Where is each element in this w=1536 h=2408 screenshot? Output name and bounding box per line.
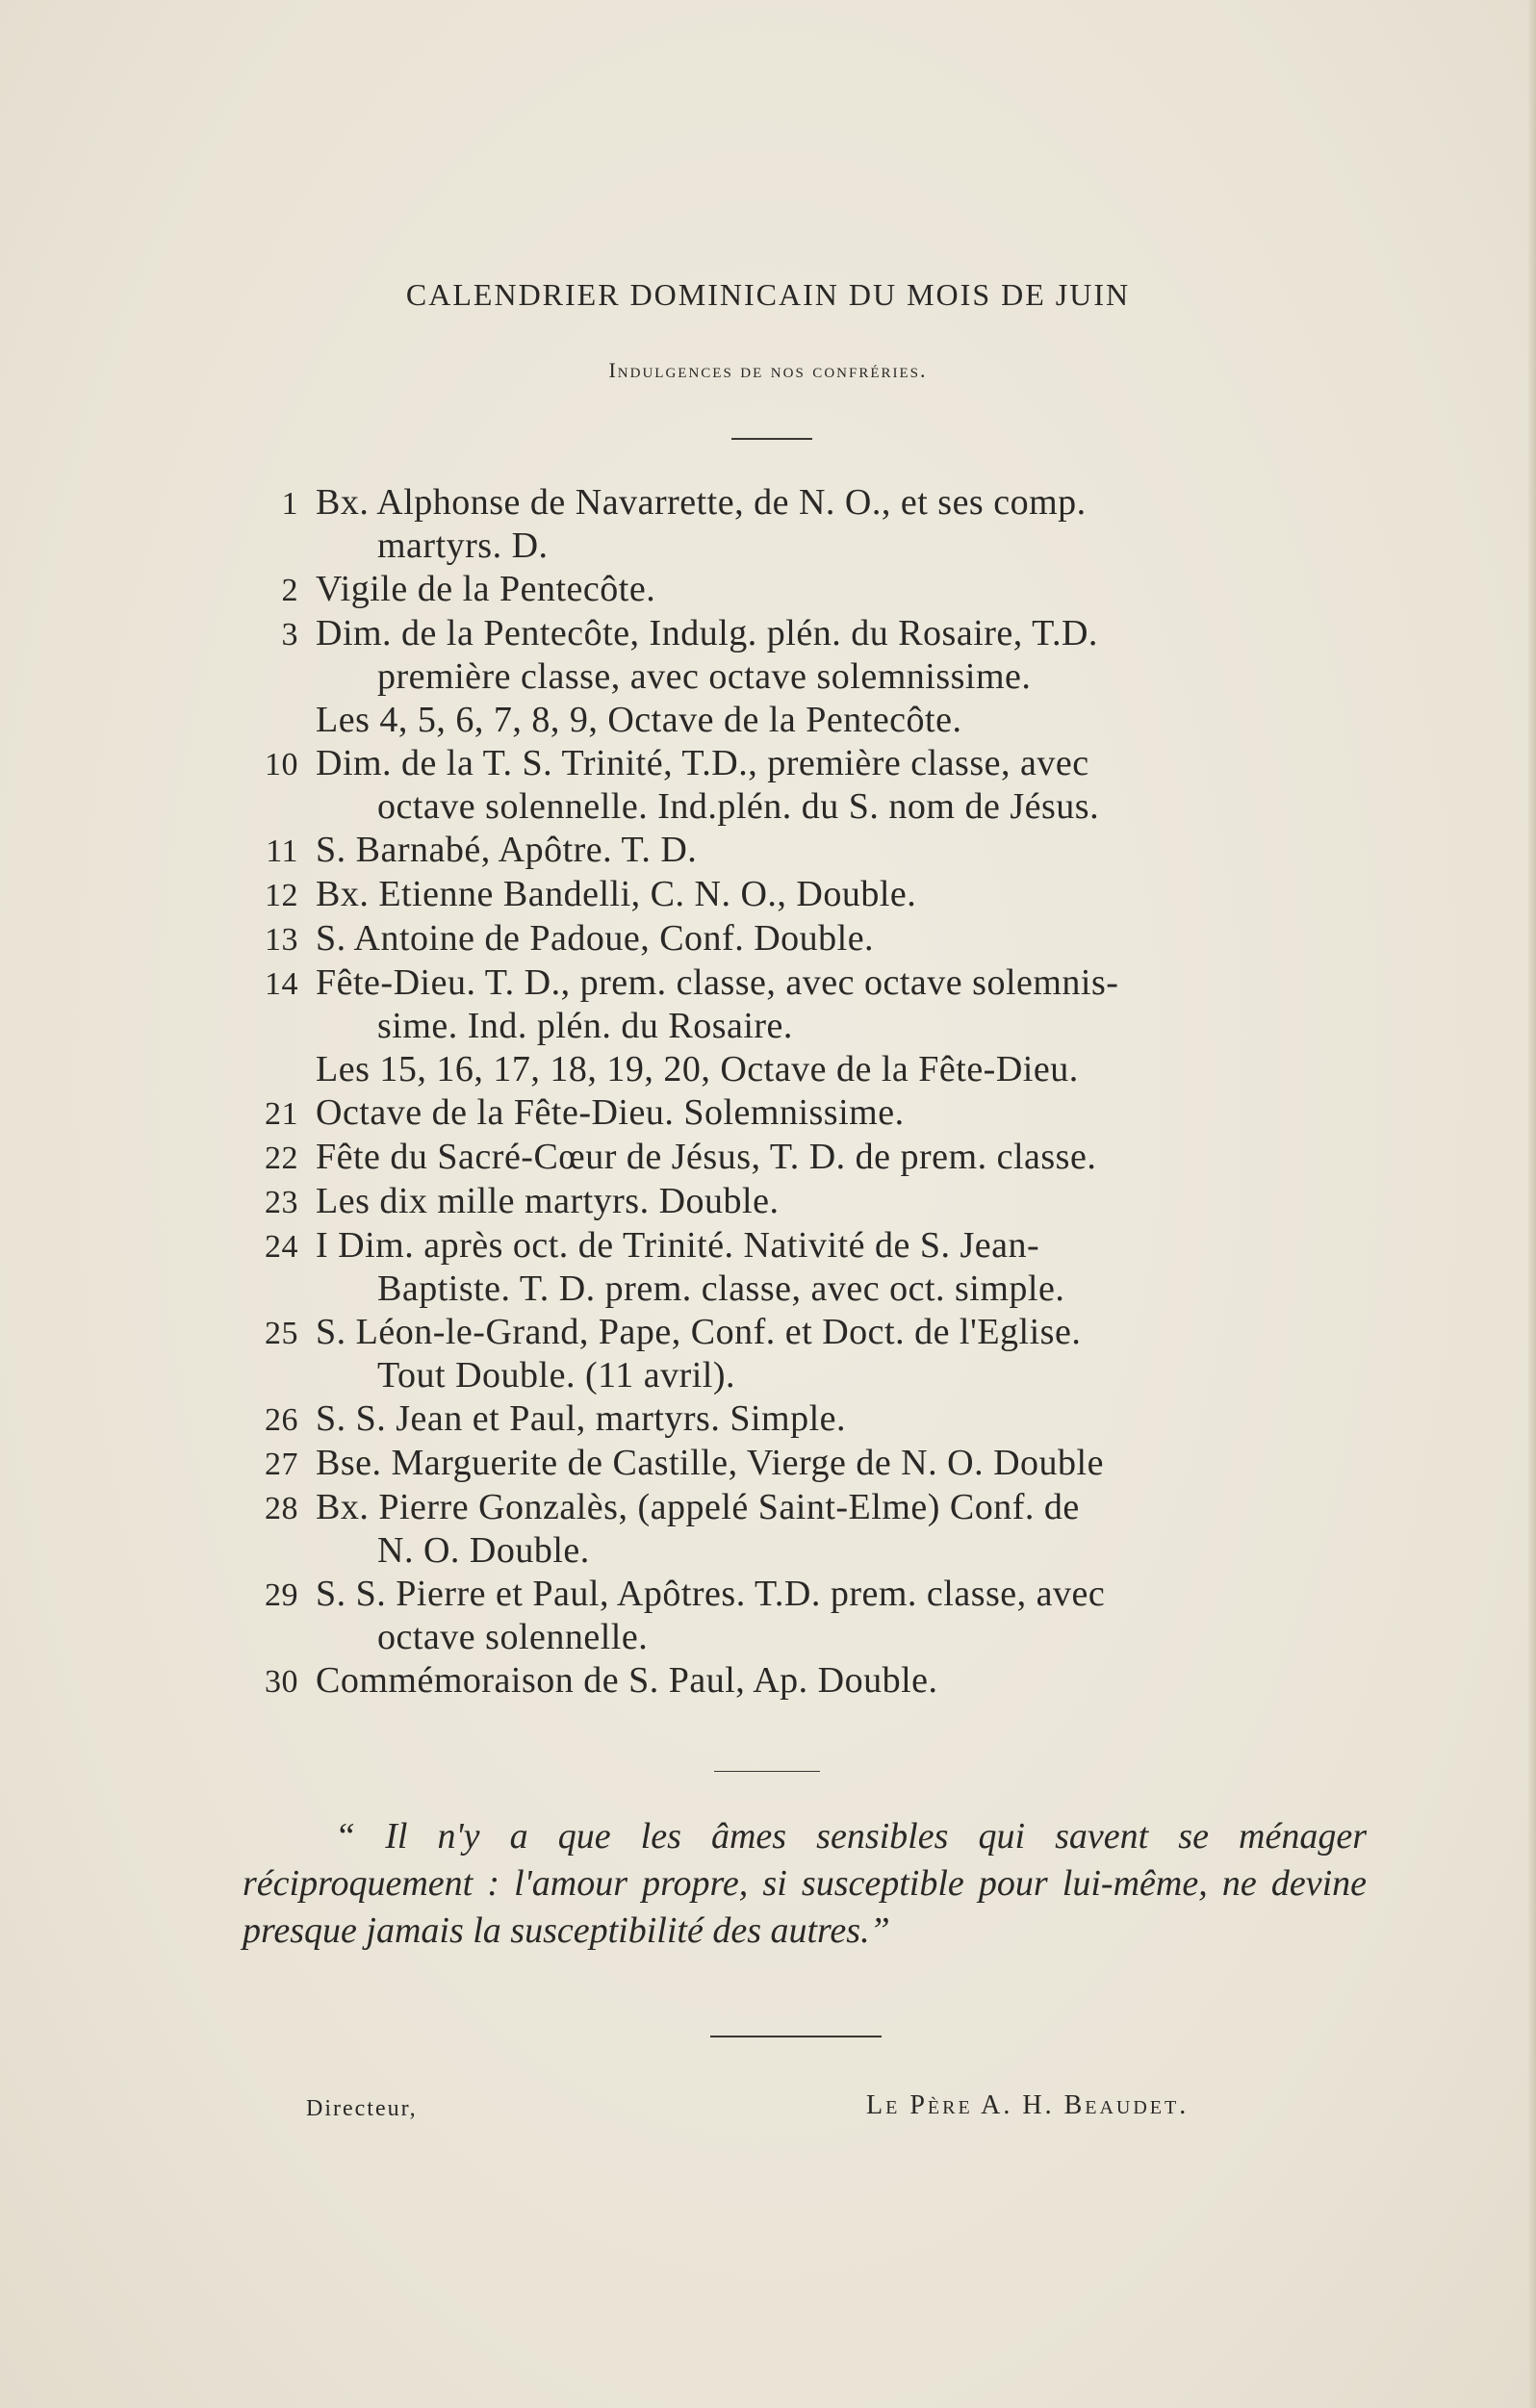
entry-continuation: octave solennelle. <box>377 1617 649 1657</box>
entry-text <box>316 1311 1367 1397</box>
entry-line: Fête du Sacré-Cœur de Jésus, T. D. de prem. classe. <box>316 1137 1097 1177</box>
entry-line: S. S. Pierre et Paul, Apôtres. T.D. prem. classe, avec <box>316 1574 1106 1614</box>
entry-line: S. Antoine de Padoue, Conf. Double. <box>316 918 875 959</box>
day-number: 21 <box>265 1096 298 1132</box>
entry-line: S. Barnabé, Apôtre. T. D. <box>316 830 698 870</box>
entry-text <box>316 1573 1367 1659</box>
day-number: 28 <box>265 1491 298 1526</box>
entry-text <box>316 612 1367 699</box>
entry-continuation: sime. Ind. plén. du Rosaire. <box>377 1006 793 1046</box>
list-item <box>231 699 1367 742</box>
day-number: 30 <box>265 1664 298 1700</box>
entry-text <box>316 742 1367 829</box>
day-number: 25 <box>265 1316 298 1351</box>
list-item <box>231 612 1367 699</box>
list-item <box>231 1091 1367 1136</box>
entry-line: Bx. Alphonse de Navarrette, de N. O., et ses comp. <box>316 482 1087 523</box>
entry-text <box>316 699 1367 742</box>
day-number: 11 <box>266 833 298 869</box>
entry-continuation: octave solennelle. Ind.plén. du S. nom de Jésus. <box>377 786 1100 827</box>
quote-divider-top <box>714 1771 820 1772</box>
entry-text <box>316 568 1367 611</box>
entry-continuation: première classe, avec octave solemnissime. <box>377 656 1032 697</box>
entry-text <box>316 1180 1367 1223</box>
day-number: 13 <box>265 922 298 958</box>
list-item <box>231 1180 1367 1224</box>
day-number: 27 <box>265 1447 298 1482</box>
day-number: 12 <box>265 878 298 913</box>
list-item <box>231 1048 1367 1091</box>
day-number: 2 <box>281 573 298 608</box>
entry-continuation: Tout Double. (11 avril). <box>377 1355 736 1396</box>
entry-text <box>316 1442 1367 1485</box>
entry-text <box>316 481 1367 568</box>
entry-text <box>316 961 1367 1048</box>
day-number: 14 <box>265 966 298 1002</box>
entry-line: Les 4, 5, 6, 7, 8, 9, Octave de la Pentecôte. <box>316 700 962 740</box>
entry-text <box>316 829 1367 872</box>
day-number: 23 <box>265 1185 298 1220</box>
page-title: CALENDRIER DOMINICAIN DU MOIS DE JUIN <box>405 277 1131 312</box>
entry-continuation: N. O. Double. <box>377 1530 590 1571</box>
entry-line: Bse. Marguerite de Castille, Vierge de N. O. Double <box>316 1443 1104 1483</box>
list-item <box>231 873 1367 917</box>
day-number: 29 <box>265 1577 298 1613</box>
quote-divider-bottom <box>710 2036 882 2037</box>
entry-text <box>316 873 1367 916</box>
day-number: 24 <box>265 1229 298 1265</box>
day-number: 10 <box>265 747 298 782</box>
list-item <box>231 568 1367 612</box>
page-subtitle: Indulgences de nos confréries. <box>608 358 928 382</box>
footer-director-label: Directeur, <box>306 2096 418 2121</box>
entry-text <box>316 1397 1367 1441</box>
entry-continuation: Baptiste. T. D. prem. classe, avec oct. simple. <box>377 1268 1065 1309</box>
header-divider <box>731 438 812 440</box>
entry-text <box>316 1659 1367 1703</box>
entry-line: Les 15, 16, 17, 18, 19, 20, Octave de la Fête-Dieu. <box>316 1049 1079 1089</box>
entry-text <box>316 1486 1367 1573</box>
list-item <box>231 1397 1367 1442</box>
entry-line: Dim. de la T. S. Trinité, T.D., première classe, avec <box>316 743 1089 783</box>
entry-text <box>316 1224 1367 1311</box>
day-number: 1 <box>281 486 298 522</box>
entry-line: Octave de la Fête-Dieu. Solemnissime. <box>316 1092 905 1133</box>
entry-line: S. Léon-le-Grand, Pape, Conf. et Doct. de l'Eglise. <box>316 1312 1082 1352</box>
entry-line: Commémoraison de S. Paul, Ap. Double. <box>316 1660 938 1701</box>
list-item <box>231 1311 1367 1397</box>
list-item <box>231 481 1367 568</box>
entry-line: Les dix mille martyrs. Double. <box>316 1181 780 1221</box>
day-number: 26 <box>265 1402 298 1438</box>
entry-line: Vigile de la Pentecôte. <box>316 569 656 609</box>
list-item <box>231 742 1367 829</box>
list-item <box>231 1442 1367 1486</box>
list-item <box>231 917 1367 961</box>
entry-text <box>316 917 1367 961</box>
list-item <box>231 1659 1367 1704</box>
day-number: 3 <box>281 617 298 653</box>
list-item <box>231 829 1367 873</box>
entry-line: Dim. de la Pentecôte, Indulg. plén. du Rosaire, T.D. <box>316 613 1098 653</box>
list-item <box>231 1573 1367 1659</box>
entry-continuation: martyrs. D. <box>377 525 549 566</box>
entry-text <box>316 1136 1367 1179</box>
calendar-list <box>231 481 1367 1704</box>
entry-line: Fête-Dieu. T. D., prem. classe, avec octave solemnis- <box>316 962 1119 1003</box>
entry-line: Bx. Pierre Gonzalès, (appelé Saint-Elme) Conf. de <box>316 1487 1080 1527</box>
quote-text: “ Il n'y a que les âmes sensibles qui savent se ménager réciproquement : l'amour propre, si susceptible pour lui-même, ne devine presque jamais la susceptibilité des autres.” <box>243 1816 1367 1951</box>
list-item <box>231 1224 1367 1311</box>
list-item <box>231 1486 1367 1573</box>
entry-line: I Dim. après oct. de Trinité. Nativité de S. Jean- <box>316 1225 1040 1266</box>
list-item <box>231 1136 1367 1180</box>
entry-line: Bx. Etienne Bandelli, C. N. O., Double. <box>316 874 917 914</box>
footer-signature: Le Père A. H. Beaudet. <box>866 2090 1190 2120</box>
entry-text <box>316 1091 1367 1135</box>
list-item <box>231 961 1367 1048</box>
day-number: 22 <box>265 1140 298 1176</box>
entry-line: S. S. Jean et Paul, martyrs. Simple. <box>316 1398 847 1439</box>
entry-text <box>316 1048 1367 1091</box>
